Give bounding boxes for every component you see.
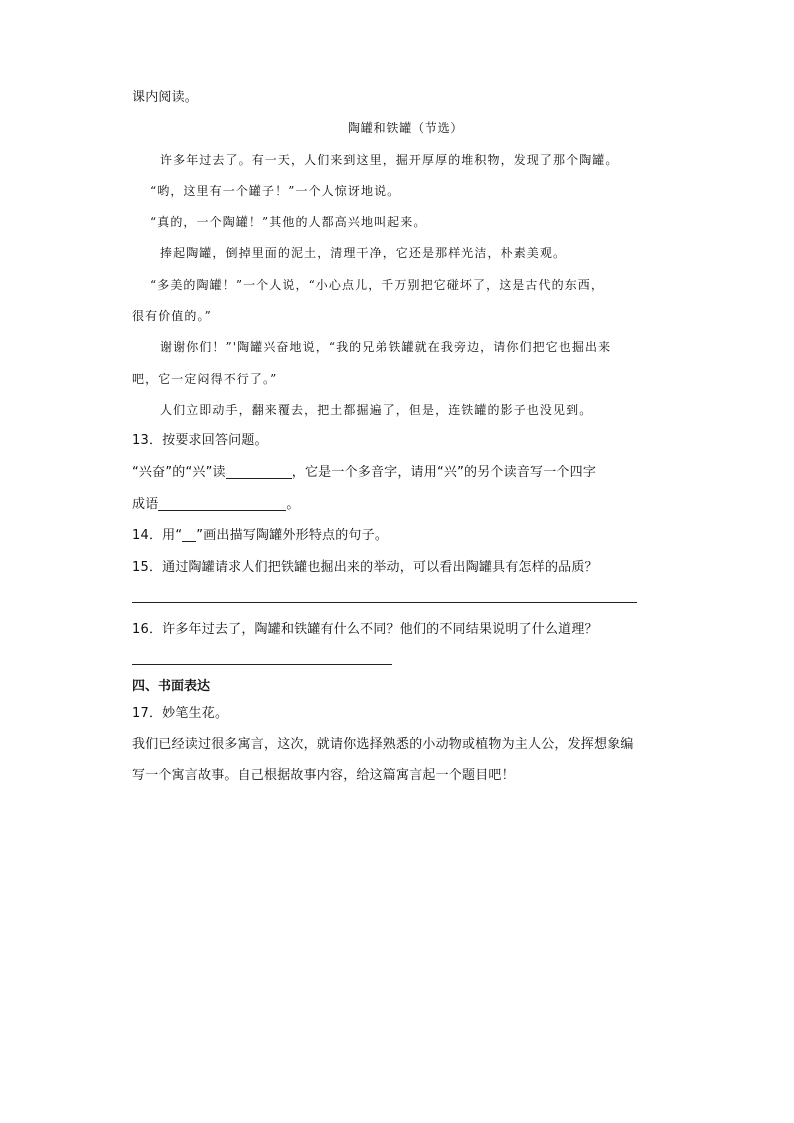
question-13-line-1 [132,466,596,479]
passage-line-8: 吧，它一定闷得不行了。” [132,372,278,386]
q13-blank-idiom[interactable] [158,498,286,511]
q13-part-d: 。 [286,497,300,512]
passage-line-5: “多美的陶罐！”一个人说，“小心点儿，千万别把它碰坏了，这是古代的东西， [150,278,605,292]
passage-line-7: 谢谢你们！”'陶罐兴奋地说，“我的兄弟铁罐就在我旁边，请你们把它也掘出来 [160,340,612,354]
q13-part-a: “兴奋”的“兴”读 [132,465,226,480]
question-17: 17．妙笔生花。 [132,706,229,721]
reading-heading: 课内阅读。 [132,90,199,105]
question-13: 13．按要求回答问题。 [132,433,268,448]
question-14 [132,529,388,542]
passage-line-9: 人们立即动手，翻来覆去，把土都掘遍了，但是，连铁罐的影子也没见到。 [160,403,593,417]
question-13-line-2 [132,498,300,511]
q13-part-c: 成语 [132,497,159,512]
q16-answer-line[interactable] [132,664,392,665]
q14-part-b: ”画出描写陶罐外形特点的句子。 [196,528,389,543]
passage-title: 陶罐和铁罐（节选） [348,121,464,135]
passage-line-1: 许多年过去了。有一天，人们来到这里，掘开厚厚的堆积物，发现了那个陶罐。 [160,153,619,167]
q14-underline-mark [182,530,196,542]
question-17-prompt-line-2: 写一个寓言故事。自己根据故事内容，给这篇寓言起一个题目吧！ [132,768,515,783]
passage-line-3: “真的，一个陶罐！”其他的人都高兴地叫起来。 [150,215,427,229]
section-heading: 四、书面表达 [132,679,211,694]
q13-part-b: ，它是一个多音字，请用“兴”的另个读音写一个四字 [291,465,597,480]
passage-line-6: 很有价值的。” [132,309,212,323]
question-15: 15．通过陶罐请求人们把铁罐也掘出来的举动，可以看出陶罐具有怎样的品质？ [132,560,598,575]
question-16: 16．许多年过去了，陶罐和铁罐有什么不同？他们的不同结果说明了什么道理？ [132,622,598,637]
passage-line-4: 捧起陶罐，倒掉里面的泥土，清理干净，它还是那样光洁，朴素美观。 [160,246,567,260]
q14-part-a: 14．用“ [132,528,183,543]
q13-blank-pronunciation[interactable] [226,466,292,479]
question-17-prompt-line-1: 我们已经读过很多寓言，这次，就请你选择熟悉的小动物或植物为主人公，发挥想象编 [132,737,634,752]
q15-answer-line[interactable] [132,602,637,603]
passage-line-2: “哟，这里有一个罐子！”一个人惊讶地说。 [150,184,401,198]
